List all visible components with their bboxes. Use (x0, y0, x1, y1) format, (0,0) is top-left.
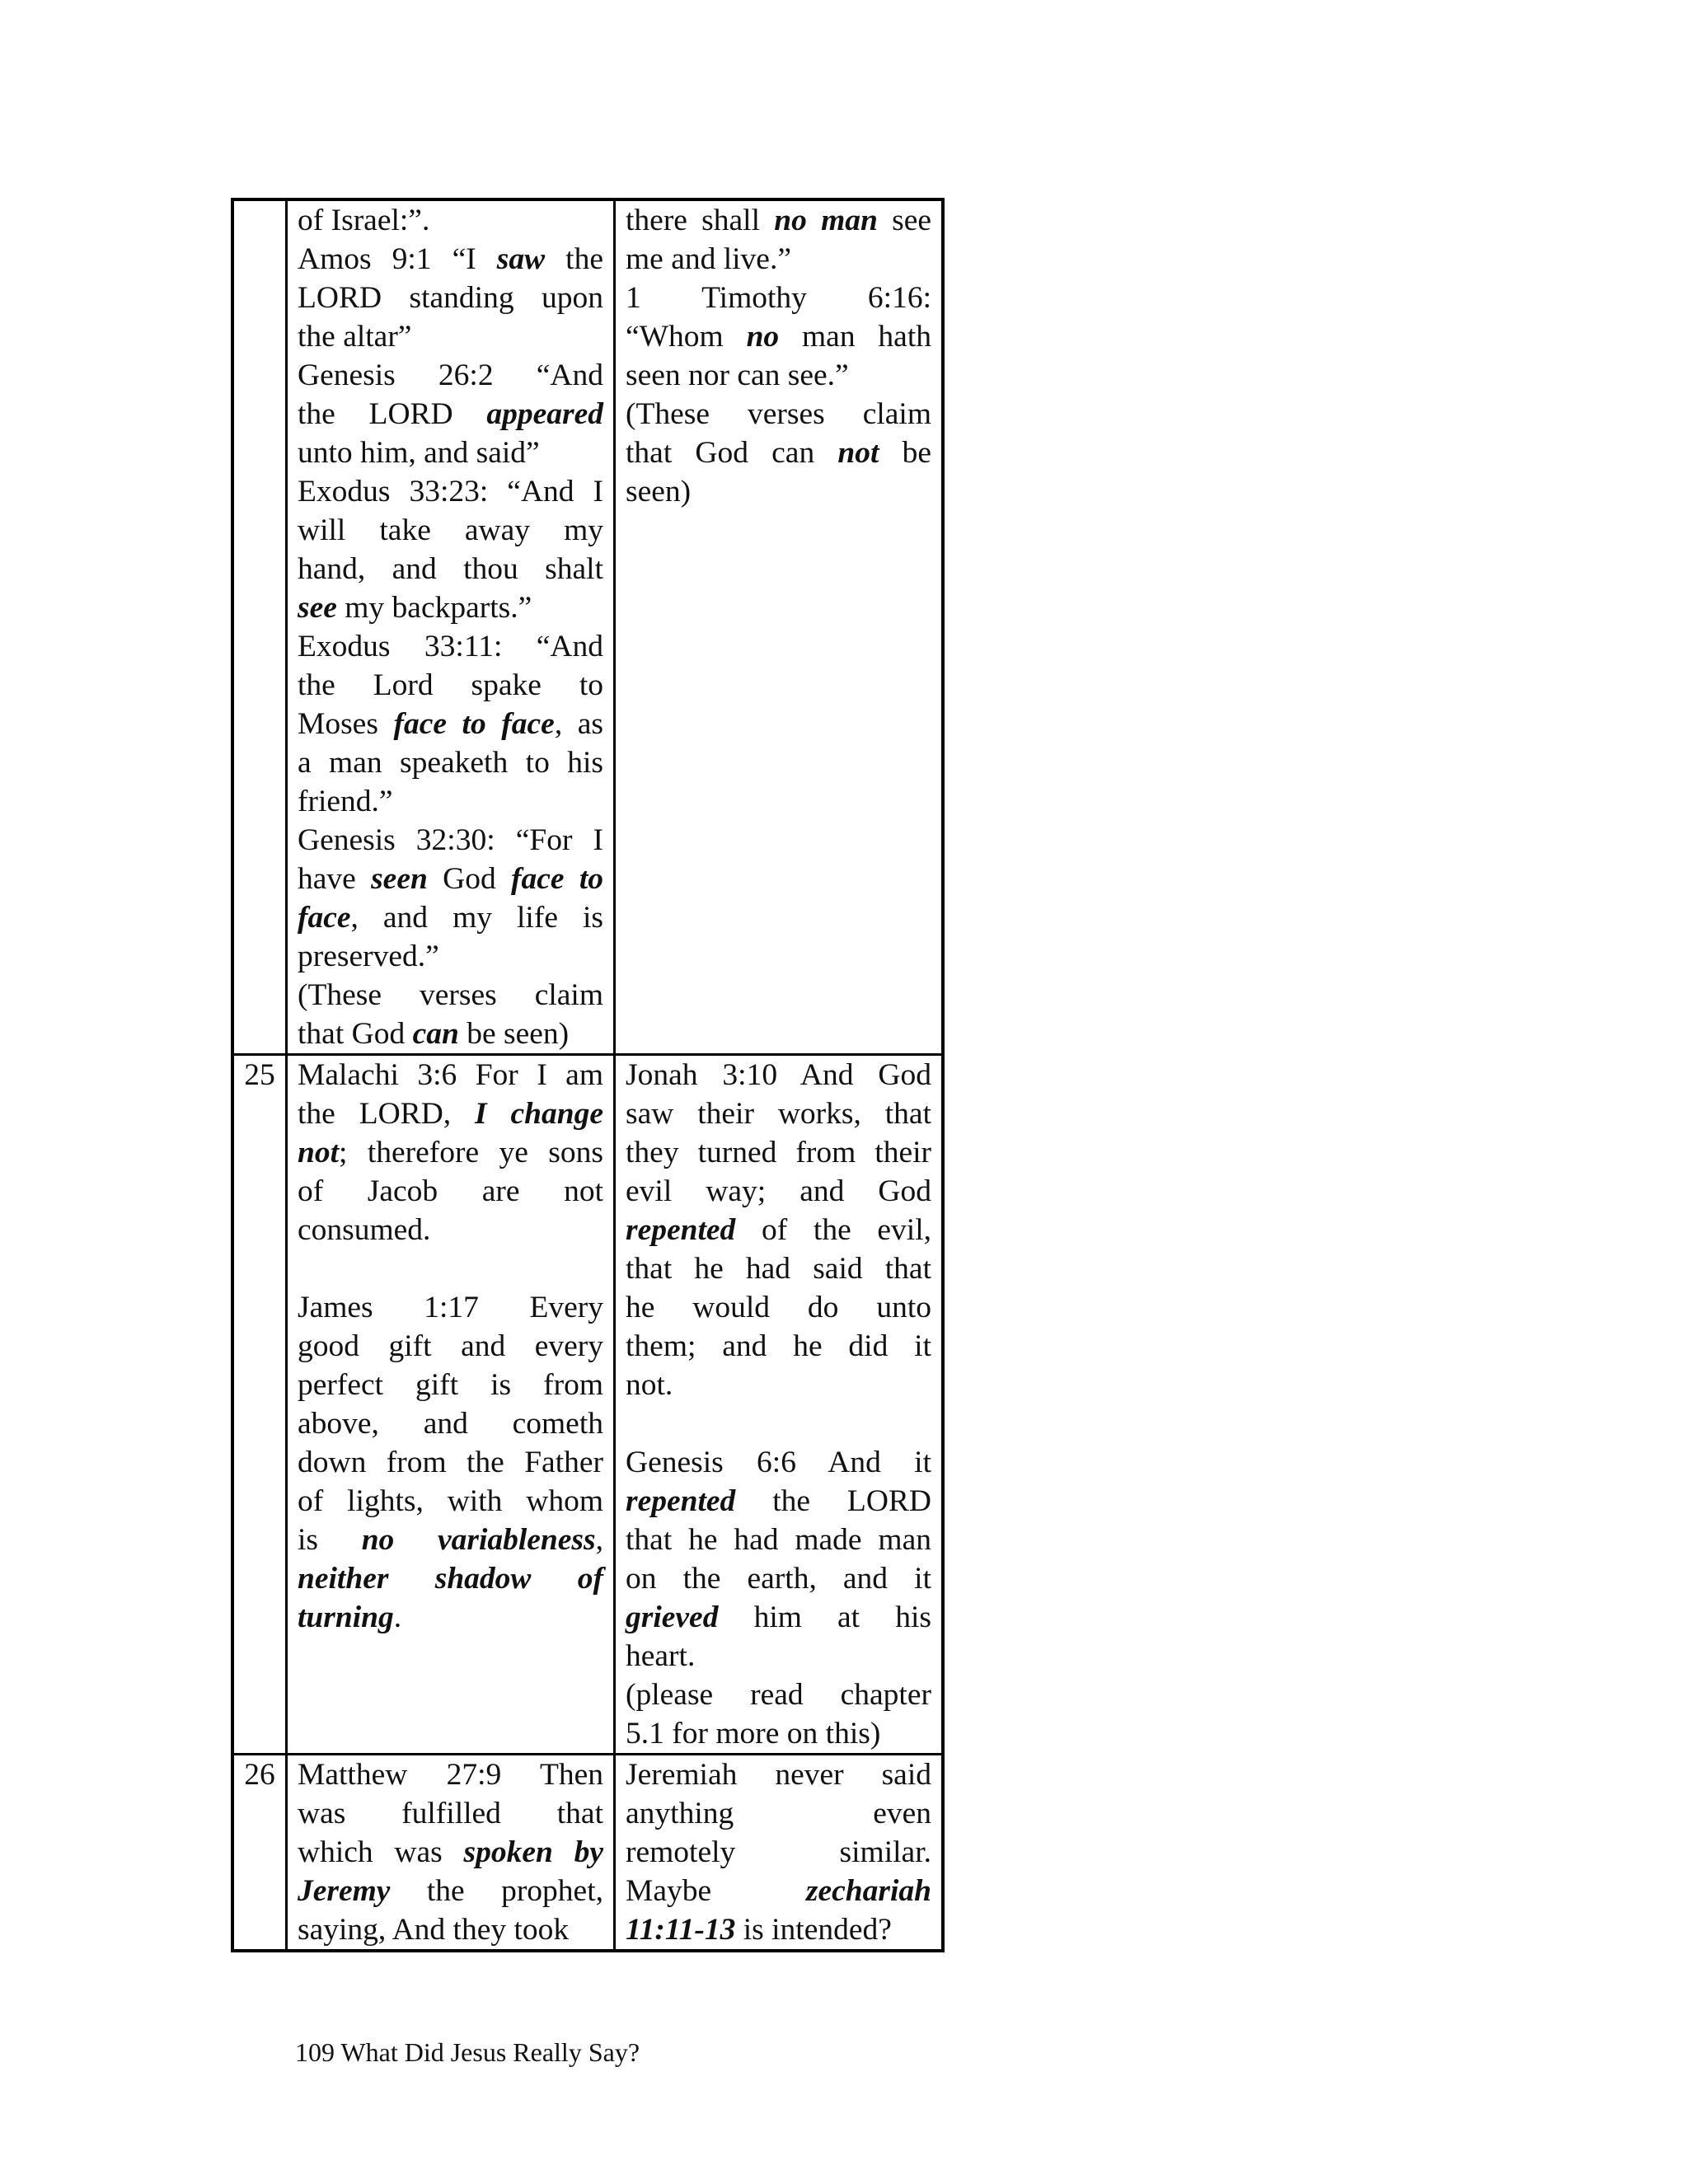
text-line (298, 1172, 603, 1211)
text-line (298, 1794, 603, 1833)
text-run: ; therefore ye sons (339, 1136, 603, 1169)
text-line (626, 434, 931, 472)
text-line (298, 1133, 603, 1172)
text-line (298, 472, 603, 511)
text-line (298, 1872, 603, 1910)
emphasis-text: no (746, 320, 780, 354)
text-line (298, 588, 603, 627)
text-line (626, 1755, 931, 1794)
text-line (298, 1559, 603, 1598)
text-line (626, 1872, 931, 1910)
text-line (298, 356, 603, 395)
text-line (298, 1056, 603, 1094)
text-run: anything even (626, 1797, 931, 1830)
row-number: 26 (232, 1755, 287, 1952)
row-number: 25 (232, 1055, 287, 1755)
emphasis-text: see (298, 591, 337, 625)
text-run: my backparts.” (336, 591, 532, 625)
text-run: (please read chapter (626, 1678, 931, 1712)
text-line (626, 1327, 931, 1366)
text-line (626, 1366, 931, 1404)
text-line (626, 1094, 931, 1133)
text-run: them; and he did it (626, 1329, 931, 1363)
emphasis-text: neither shadow of (298, 1562, 603, 1596)
text-line (626, 1482, 931, 1521)
table-row (232, 1755, 943, 1952)
text-run: (These verses claim (298, 978, 603, 1012)
text-run: unto him, and said” (298, 436, 540, 470)
text-line (626, 472, 931, 511)
table-row (232, 199, 943, 1055)
text-run: Genesis 26:2 “And (298, 359, 603, 392)
emphasis-text: face to face (393, 707, 555, 741)
paragraph-gap (298, 1249, 603, 1288)
text-run: the Lord spake to (298, 668, 603, 702)
verse-comparison-table (231, 198, 945, 1952)
text-run: Amos 9:1 “I (298, 242, 497, 276)
emphasis-text: turning (298, 1601, 394, 1634)
text-run: of Israel:”. (298, 204, 430, 237)
text-line (626, 1794, 931, 1833)
text-run: hand, and thou shalt (298, 552, 603, 586)
emphasis-text: face to (511, 862, 603, 896)
text-run: down from the Father (298, 1446, 603, 1479)
text-line (626, 240, 931, 279)
text-run: be seen) (458, 1017, 570, 1051)
text-run: 1 Timothy 6:16: (626, 281, 931, 315)
table-row (232, 1055, 943, 1755)
text-run: Jeremiah never said (626, 1758, 931, 1792)
text-run: friend.” (298, 785, 393, 818)
text-run: will take away my (298, 513, 603, 547)
cell-claim-b (615, 199, 944, 1055)
text-run: they turned from their (626, 1136, 931, 1169)
text-run: that he had said that (626, 1252, 931, 1286)
text-line (626, 1443, 931, 1482)
text-run: consumed. (298, 1213, 431, 1247)
emphasis-text: seen (371, 862, 428, 896)
text-line (298, 240, 603, 279)
paragraph-gap (626, 1404, 931, 1443)
text-line (626, 1521, 931, 1559)
text-run: the prophet, (390, 1874, 603, 1908)
text-run: seen) (626, 475, 692, 509)
text-run: was fulfilled that (298, 1797, 603, 1830)
text-line (298, 279, 603, 317)
text-line (626, 1559, 931, 1598)
text-line (626, 317, 931, 356)
text-line (298, 1366, 603, 1404)
text-run: there shall (626, 204, 775, 237)
text-run: above, and cometh (298, 1407, 603, 1441)
text-line (298, 705, 603, 743)
emphasis-text: not (837, 436, 879, 470)
text-run: Maybe (626, 1874, 806, 1908)
text-line (626, 279, 931, 317)
text-line (298, 1443, 603, 1482)
text-run: the (545, 242, 603, 276)
text-run: Genesis 32:30: “For I (298, 823, 603, 857)
cell-claim-b (615, 1055, 944, 1755)
emphasis-text: grieved (626, 1601, 719, 1634)
text-run: that God can (626, 436, 838, 470)
cell-claim-b (615, 1755, 944, 1952)
text-line (298, 317, 603, 356)
text-line (298, 821, 603, 860)
text-run: not. (626, 1368, 673, 1402)
emphasis-text: no variableness (361, 1523, 596, 1557)
text-run: James 1:17 Every (298, 1291, 603, 1324)
text-run: Exodus 33:23: “And I (298, 475, 603, 509)
text-run: Genesis 6:6 And it (626, 1446, 931, 1479)
text-line (298, 1833, 603, 1872)
emphasis-text: no man (774, 204, 878, 237)
text-line (298, 1598, 603, 1637)
text-line (298, 782, 603, 821)
text-run: of the evil, (735, 1213, 931, 1247)
row-number (232, 199, 287, 1055)
text-run: , (595, 1523, 603, 1557)
text-run: seen nor can see.” (626, 359, 849, 392)
text-line (626, 1288, 931, 1327)
text-run: perfect gift is from (298, 1368, 603, 1402)
text-run: the LORD (298, 397, 487, 431)
text-run: the LORD (735, 1484, 931, 1518)
text-run: “Whom (626, 320, 747, 354)
emphasis-text: repented (626, 1213, 736, 1247)
text-line (298, 1211, 603, 1249)
text-line (626, 1211, 931, 1249)
text-run: (These verses claim (626, 397, 931, 431)
text-run: heart. (626, 1639, 696, 1673)
text-line (298, 1094, 603, 1133)
text-line (626, 1133, 931, 1172)
text-line (298, 395, 603, 434)
text-run: a man speaketh to his (298, 746, 603, 780)
emphasis-text: Jeremy (298, 1874, 391, 1908)
emphasis-text: can (412, 1017, 459, 1051)
text-run: good gift and every (298, 1329, 603, 1363)
emphasis-text: spoken by (463, 1835, 603, 1869)
text-line (626, 1056, 931, 1094)
text-line (298, 434, 603, 472)
text-line (626, 1833, 931, 1872)
page-footer: 109 What Did Jesus Really Say? (295, 2037, 640, 2067)
emphasis-text: 11:11-13 (626, 1913, 736, 1947)
text-line (298, 1327, 603, 1366)
text-run: have (298, 862, 372, 896)
text-line (626, 1172, 931, 1211)
text-line (626, 1637, 931, 1675)
text-line (626, 201, 931, 240)
text-line (626, 1598, 931, 1637)
text-line (298, 666, 603, 705)
text-run: man hath (779, 320, 931, 354)
text-run: be (879, 436, 931, 470)
text-line (626, 356, 931, 395)
text-line (298, 1288, 603, 1327)
text-line (298, 1015, 603, 1053)
emphasis-text: I change (475, 1097, 603, 1131)
text-line (298, 201, 603, 240)
text-run: of Jacob are not (298, 1174, 603, 1208)
text-run: . (393, 1601, 402, 1634)
text-run: LORD standing upon (298, 281, 603, 315)
text-run: he would do unto (626, 1291, 931, 1324)
text-line (298, 1482, 603, 1521)
text-line (298, 1521, 603, 1559)
text-run: me and live.” (626, 242, 791, 276)
text-line (298, 976, 603, 1015)
emphasis-text: appeared (486, 397, 603, 431)
text-line (298, 898, 603, 937)
text-line (298, 627, 603, 666)
text-line (298, 1910, 603, 1949)
text-line (298, 860, 603, 898)
text-line (626, 1249, 931, 1288)
text-line (626, 395, 931, 434)
emphasis-text: saw (496, 242, 546, 276)
emphasis-text: repented (626, 1484, 736, 1518)
text-run: saying, And they took (298, 1913, 570, 1947)
text-run: see (877, 204, 931, 237)
text-run: Matthew 27:9 Then (298, 1758, 603, 1792)
text-run: Malachi 3:6 For I am (298, 1058, 603, 1092)
text-line (626, 1675, 931, 1714)
text-run: , as (554, 707, 603, 741)
text-run: him at his (718, 1601, 931, 1634)
emphasis-text: face (298, 901, 351, 935)
cell-claim-a (287, 1055, 615, 1755)
text-run: is (298, 1523, 362, 1557)
text-line (298, 743, 603, 782)
text-run: Exodus 33:11: “And (298, 630, 603, 663)
text-line (298, 550, 603, 588)
text-line (626, 1714, 931, 1753)
text-line (298, 1404, 603, 1443)
text-line (298, 1755, 603, 1794)
table-body (232, 199, 943, 1951)
emphasis-text: zechariah (805, 1874, 931, 1908)
text-run: which was (298, 1835, 464, 1869)
text-run: the LORD, (298, 1097, 476, 1131)
emphasis-text: not (298, 1136, 340, 1169)
text-run: preserved.” (298, 940, 439, 973)
text-run: is intended? (735, 1913, 892, 1947)
text-run: 5.1 for more on this) (626, 1717, 881, 1750)
cell-claim-a (287, 199, 615, 1055)
text-run: evil way; and God (626, 1174, 931, 1208)
text-run: , and my life is (350, 901, 603, 935)
text-run: God (427, 862, 511, 896)
text-run: of lights, with whom (298, 1484, 603, 1518)
text-run: that he had made man (626, 1523, 931, 1557)
cell-claim-a (287, 1755, 615, 1952)
text-run: Moses (298, 707, 394, 741)
text-line (298, 511, 603, 550)
text-run: Jonah 3:10 And God (626, 1058, 931, 1092)
text-run: saw their works, that (626, 1097, 931, 1131)
text-run: on the earth, and it (626, 1562, 931, 1596)
text-run: the altar” (298, 320, 412, 354)
text-run: remotely similar. (626, 1835, 931, 1869)
text-line (626, 1910, 931, 1949)
text-line (298, 937, 603, 976)
text-run: that God (298, 1017, 413, 1051)
